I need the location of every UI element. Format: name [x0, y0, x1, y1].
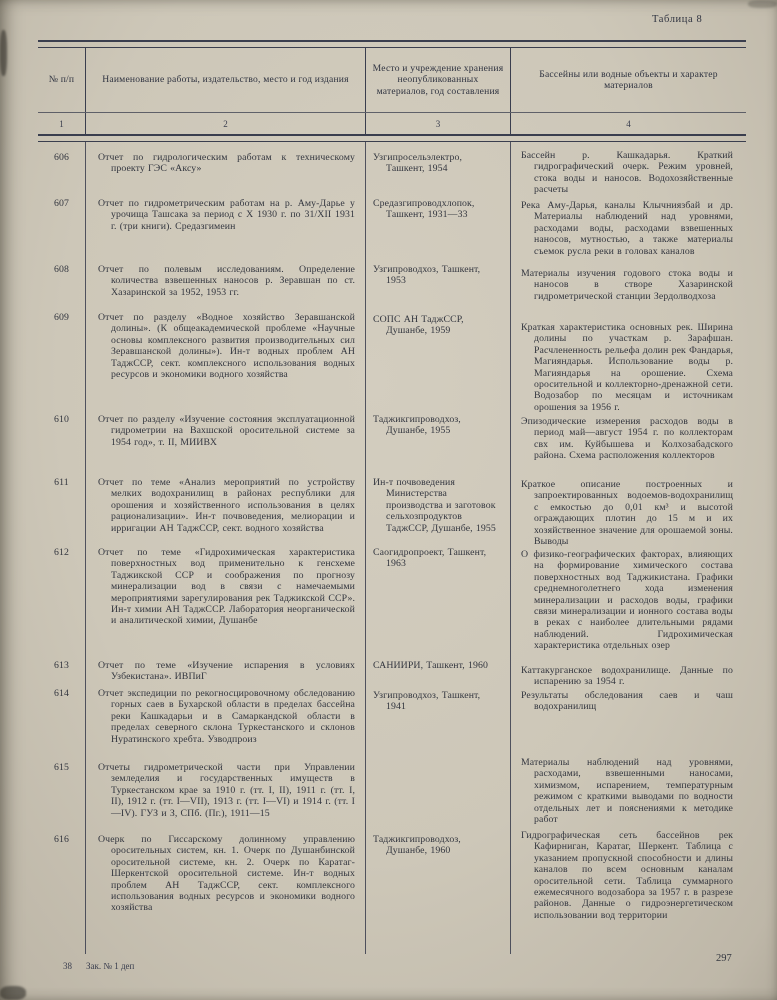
table-header-row [38, 48, 746, 112]
storage-place: Узгипроводхоз, Ташкент, 1941 [373, 690, 481, 713]
header-col-work: Наименование работы, издательство, место и год издания [85, 48, 365, 112]
column-number-row [38, 113, 746, 134]
work-title: Очерк по Гиссарскому долинному управлению оросительных систем, кн. 1. Очерк по Душанбинской оросительной системе, кн. 2. Очерк по Каратаг-Шеркентской оросительной системе. Ин-т водных проблем АН ТаджССР, сект. комплексного использования водных ресурсов и экономики водного хозяйства [98, 834, 355, 914]
scan-smudge [0, 986, 26, 1000]
row-number: 609 [54, 312, 69, 323]
materials-description: Результаты обследования саев и чаш водохранилищ [521, 690, 733, 713]
scan-smudge [748, 0, 777, 8]
column-number: 4 [510, 113, 746, 134]
storage-place: Ин-т почвоведения Министерства производства и заготовок сельхозпродуктов ТаджССР, Душанбе, 1955 [373, 477, 496, 534]
column-number: 2 [85, 113, 365, 134]
work-title: Отчет по гидрометрическим работам на р. Аму-Дарье у урочища Ташсака за период с X 1930 г. по 31/XII 1931 г. (три книги). Средазгимеин [98, 198, 355, 232]
header-col-number: № п/п [48, 74, 75, 86]
row-number: 616 [54, 834, 69, 845]
storage-place: Таджикгипроводхоз, Душанбе, 1955 [373, 414, 461, 437]
materials-description: О физико-географических факторах, влияющих на формирование химического состава поверхностных вод Таджикистана. Графики среднемноголетнего хода изменения минерализации и расходов воды, графики связи минерализации и ионного состава воды в реках с наиболее длительными рядами наблюдений. Гидрохимическая характеристика отдельных озер [521, 549, 733, 652]
row-number: 607 [54, 198, 69, 209]
signature-number: 38 [63, 961, 72, 971]
storage-place: Узгипросельэлектро, Ташкент, 1954 [373, 152, 463, 175]
row-number: 614 [54, 688, 69, 699]
materials-description: Материалы наблюдений над уровнями, расходами, взвешенными наносами, химизмом, испарением, температурным режимом с краткими выводами по водности отдельных лет и пояснениями к методике работ [521, 757, 733, 826]
work-title: Отчет экспедиции по рекогносцировочному обследованию горных саев в Бухарской области в пределах бассейна реки Кашкадарьи и в Самаркандской области в пределах северного склона Туркестанского и склонов Нуратинского хребта. Узводпроиз [98, 688, 355, 745]
row-number: 606 [54, 152, 69, 163]
table-body [38, 142, 746, 958]
row-number: 615 [54, 762, 69, 773]
top-double-rule [38, 40, 746, 48]
materials-description: Гидрографическая сеть бассейнов рек Кафирниган, Каратаг, Шеркент. Таблица с указанием пропускной способности и длины каналов по всем основным каналам оросительной сети. Таблица суммарного ежемесячного водозабора за 1957 г. в разрезе районов. Данные о гидроэнергетическом использовании вод территории [521, 830, 733, 921]
storage-place: Саогидропроект, Ташкент, 1963 [373, 547, 487, 570]
page-number: 297 [716, 953, 732, 964]
materials-description: Эпизодические измерения расходов воды в период май—август 1954 г. по коллекторам свх им. Куйбышева и Колхозабадского района. Схема расположения коллекторов [521, 416, 733, 462]
materials-description: Каттакурганское водохранилище. Данные по испарению за 1954 г. [521, 665, 733, 688]
bibliography-table [38, 40, 746, 958]
header-col-basins: Бассейны или водные объекты и характер материалов [510, 48, 746, 112]
header-bottom-double-rule [38, 134, 746, 142]
storage-place: Средазгипроводхлопок, Ташкент, 1931—33 [373, 198, 475, 221]
storage-place: Таджикгипроводхоз, Душанбе, 1960 [373, 834, 461, 857]
row-number: 612 [54, 547, 69, 558]
row-number: 610 [54, 414, 69, 425]
work-title: Отчет по теме «Анализ мероприятий по устройству мелких водохранилищ в районах республики для орошения и хозяйственного использования в целях рационализации». Ин-т почвоведения, мелиорации и ирригации АН ТаджССР, сект. водного хозяйства [98, 477, 355, 534]
row-number: 608 [54, 264, 69, 275]
column-number: 3 [365, 113, 510, 134]
imprint-text: Зак. № 1 деп [86, 961, 135, 971]
print-imprint [63, 961, 134, 971]
materials-description: Материалы изучения годового стока воды и наносов в створе Хазаринской гидрометрической станции Зердолводхоза [521, 268, 733, 302]
work-title: Отчет по теме «Изучение испарения в условиях Узбекистана». ИВПиГ [98, 660, 355, 683]
storage-place: СОПС АН ТаджССР, Душанбе, 1959 [373, 314, 464, 337]
row-number: 613 [54, 660, 69, 671]
materials-description: Краткая характеристика основных рек. Ширина долины по участкам р. Зарафшан. Расчлененность рельефа долин рек Фандарья, Магияндарья. Использование воды р. Магияндарья на орошение. Схема оросительной и коллекторно-дренажной сети. Водозабор по месяцам и источникам орошения за 1956 г. [521, 322, 733, 413]
table-caption: Таблица 8 [652, 14, 703, 25]
header-col-storage: Место и учреждение хранения неопубликованных материалов, год составления [365, 48, 510, 112]
scan-smudge [0, 30, 7, 76]
column-number: 1 [59, 118, 64, 129]
work-title: Отчет по полевым исследованиям. Определение количества взвешенных наносов р. Зеравшан по ст. Хазаринской за 1952, 1953 гг. [98, 264, 355, 298]
storage-place: САНИИРИ, Ташкент, 1960 [373, 660, 488, 671]
materials-description: Краткое описание построенных и запроектированных водоемов-водохранилищ с емкостью до 0,01 км³ и высотой ограждающих плотин до 15 м и их хозяйственное значение для орошаемой зоны. Выводы [521, 479, 733, 548]
work-title: Отчет по гидрологическим работам к техническому проекту ГЭС «Аксу» [98, 152, 355, 175]
storage-place: Узгипроводхоз, Ташкент, 1953 [373, 264, 481, 287]
materials-description: Река Аму-Дарья, каналы Клычниязбай и др. Материалы наблюдений над уровнями, расходами воды, расходами взвешенных наносов, мутностью, а также материалы съемок русла реки в головах каналов [521, 200, 733, 257]
work-title: Отчет по разделу «Водное хозяйство Зеравшанской долины». (К общеакадемической проблеме «Научные основы комплексного развития производительных сил Зеравшанской долины»). Ин-т водных проблем АН ТаджССР, сект. комплексного использования водных ресурсов и экономики водного хозяйства [98, 312, 355, 381]
row-number: 611 [54, 477, 69, 488]
work-title: Отчет по разделу «Изучение состояния эксплуатационной гидрометрии на Вахшской оросительной системе за 1954 год», т. II, МИИВХ [98, 414, 355, 448]
work-title: Отчет по теме «Гидрохимическая характеристика поверхностных вод применительно к генсхеме Таджикской ССР и соображения по прогнозу минерализации вод в связи с намечаемыми мероприятиями зарегулирования рек Таджикской ССР». Ин-т химии АН ТаджССР. Лаборатория неорганической и аналитической химии, Душанбе [98, 547, 355, 627]
materials-description: Бассейн р. Кашкадарья. Краткий гидрографический очерк. Режим уровней, стока воды и наносов. Водохозяйственные расчеты [521, 150, 733, 196]
work-title: Отчеты гидрометрической части при Управлении земледелия и государственных имуществ в Туркестанском крае за 1910 г. (тт. I, II), 1911 г. (тт. I, II), 1912 г. (тт. I—VII), 1913 г. (тт. I—VI) и 1914 г. (тт. I—IV). ГУЗ и З, СПб. (Пг.), 1911—15 [98, 762, 355, 819]
